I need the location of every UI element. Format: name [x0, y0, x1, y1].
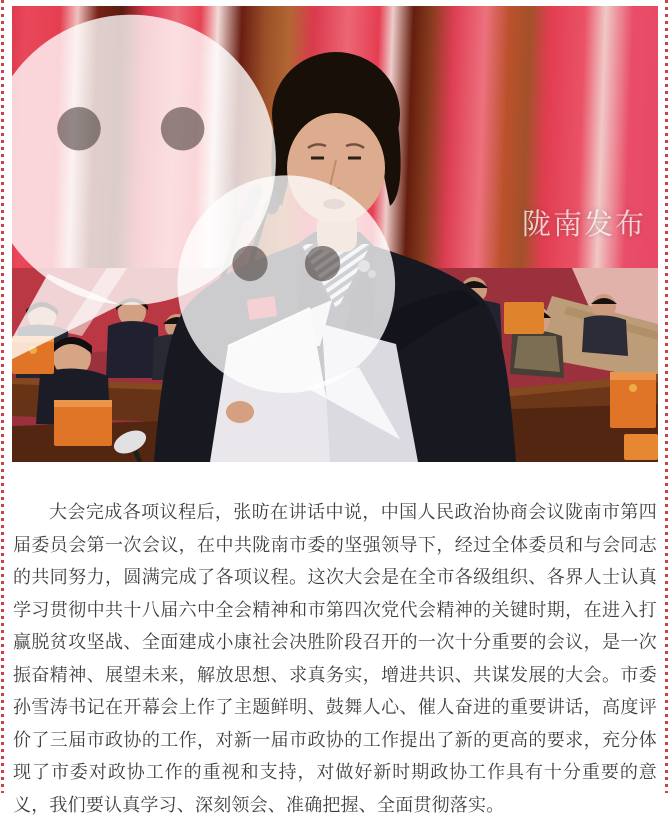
article-photo[interactable]	[12, 6, 658, 462]
wechat-icon	[12, 6, 516, 450]
watermark-label: 陇南发布	[521, 208, 646, 241]
left-dotted-border	[1, 0, 4, 793]
article-paragraph: 大会完成各项议程后，张昉在讲话中说，中国人民政治协商会议陇南市第四届委员会第一次会议，在中共陇南市委的坚强领导下，经过全体委员和与会同志的共同努力，圆满完成了各项议程。这次大会是在全市各级组织、各界人士认真学习贯彻中共十八届六中全会精神和市第四次党代会精神的关键时期，在进入打赢脱贫攻坚战、全面建成小康社会决胜阶段召开的一次十分重要的会议，是一次振奋精神、展望未来，解放思想、求真务实，增进共识、共谋发展的大会。市委孙雪涛书记在开幕会上作了主题鲜明、鼓舞人心、催人奋进的重要讲话，高度评价了三届市政协的工作，对新一届市政协的工作提出了新的更高的要求，充分体现了市委对政协工作的重视和支持，对做好新时期政协工作具有十分重要的意义，我们要认真学习、深刻领会、准确把握、全面贯彻落实。	[13, 502, 657, 815]
watermark	[12, 6, 646, 450]
right-dotted-border	[665, 0, 668, 793]
